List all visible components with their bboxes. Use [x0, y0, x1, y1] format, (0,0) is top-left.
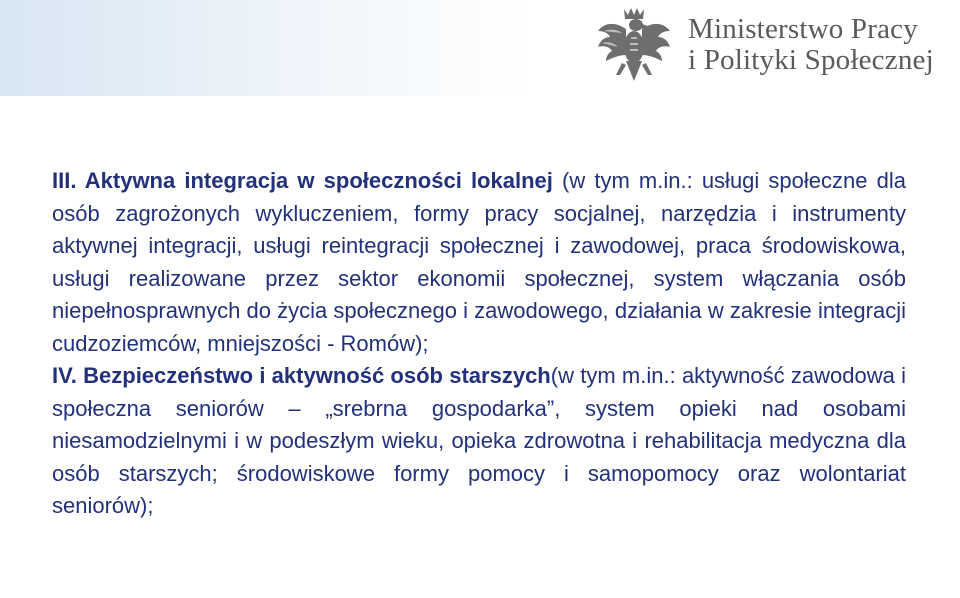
- ministry-name: [688, 14, 934, 76]
- section-iii: [52, 165, 906, 360]
- polish-eagle-icon: [596, 5, 672, 91]
- section-iii-text: (w tym m.in.: usługi społeczne dla osób zagrożonych wykluczeniem, formy pracy socjalnej, narzędzia i instrumenty aktywnej integracji, usługi reintegracji społecznej i zawodowej, praca środowiskowa, usługi realizowane przez sektor ekonomii społecznej, system włączania osób niepełnosprawnych do życia społecznego i zawodowego, działania w zakresie integracji cudzoziemców, mniejszości - Romów);: [52, 168, 906, 356]
- section-iv-text: (w tym m.in.: aktywność zawodowa i społeczna seniorów – „srebrna gospodarka”, system opieki nad osobami niesamodzielnymi i w podeszłym wieku, opieka zdrowotna i rehabilitacja medyczna dla osób starszych; środowiskowe formy pomocy i samopomocy oraz wolontariat seniorów);: [52, 363, 907, 518]
- section-iii-heading: III. Aktywna integracja w społeczności lokalnej: [52, 168, 553, 193]
- section-iv: [52, 360, 906, 523]
- ministry-name-line1: Ministerstwo Pracy: [688, 13, 918, 45]
- section-iv-heading: IV. Bezpieczeństwo i aktywność osób starszych: [52, 363, 551, 388]
- header-banner: [0, 0, 960, 96]
- document-body: [52, 165, 906, 523]
- ministry-name-line2: i Polityki Społecznej: [688, 44, 934, 76]
